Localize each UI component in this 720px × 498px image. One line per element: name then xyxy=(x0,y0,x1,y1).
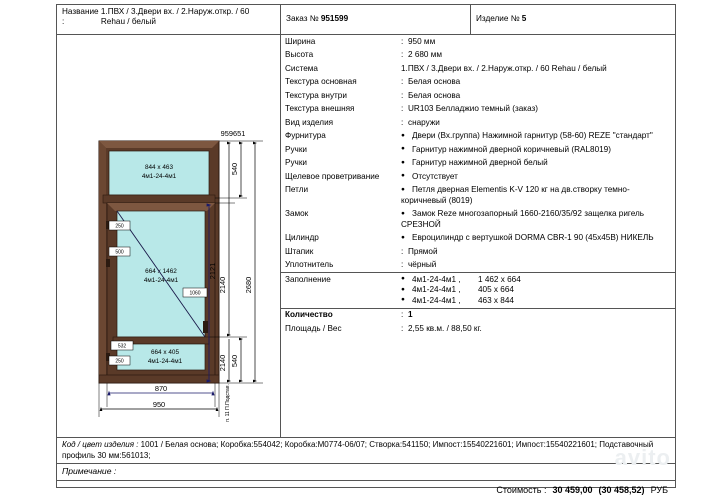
spec-sep: : xyxy=(401,90,404,100)
spec-row-handle-white xyxy=(281,157,675,171)
cost-row xyxy=(57,480,675,498)
drawing-side-note: п. 11 П.Подстав. xyxy=(225,384,231,422)
bullet-icon xyxy=(401,172,412,183)
spec-value xyxy=(397,170,675,184)
codes-row xyxy=(57,437,675,463)
spec-text: 1.ПВХ / 3.Двери вх. / 2.Наруж.откр. / 60 Rehau / белый xyxy=(401,63,607,73)
spec-key: Цилиндр xyxy=(285,233,319,242)
spec-sep: : xyxy=(401,104,404,113)
spec-row-height xyxy=(281,49,675,63)
spec-row-hardware xyxy=(281,130,675,144)
callout-2-value: 1060 xyxy=(189,290,201,297)
spec-row-ventilation xyxy=(281,170,675,184)
spec-text: чёрный xyxy=(408,260,437,269)
bullet-icon xyxy=(401,209,412,220)
panel-2-glass: 4м1-24-4м1 xyxy=(147,358,183,365)
note-label: Примечание : xyxy=(62,466,117,476)
spec-row-view xyxy=(281,116,675,130)
spec-sep: : xyxy=(401,117,404,127)
hdim-870: 870 xyxy=(154,384,168,393)
spec-text: Белая основа xyxy=(408,90,461,100)
spec-row-width xyxy=(281,35,675,49)
spec-row-texture-inside xyxy=(281,89,675,103)
spec-value xyxy=(397,232,675,246)
vdim-540-bottom: 540 xyxy=(230,354,239,368)
quantity-value-cell xyxy=(397,308,675,322)
spec-sep: : xyxy=(401,260,404,269)
spec-value xyxy=(397,259,675,273)
spec-text: Евроцилиндр с вертушкой DORMA CBR-1 90 (45х45В) НИКЕЛЬ xyxy=(412,233,654,242)
area-label: Площадь / Вес xyxy=(285,323,342,333)
header-name-value: 1.ПВХ / 3.Двери вх. / 2.Наруж.откр. / 60 Rehau / белый xyxy=(100,7,250,27)
spec-row-cylinder xyxy=(281,232,675,246)
filling-size: 463 x 844 xyxy=(478,295,514,305)
panel-0-size: 844 x 463 xyxy=(144,164,174,171)
spec-sep: : xyxy=(401,36,404,46)
vdim-540-top: 540 xyxy=(230,162,239,176)
vdim-2121: 2121 xyxy=(208,262,217,280)
cost-value: 30 459,00 xyxy=(552,484,593,495)
spec-value xyxy=(397,103,675,117)
filling-glass: 4м1-24-4м1 , xyxy=(412,274,461,284)
bullet-icon xyxy=(401,145,412,156)
spec-key: Ручки xyxy=(285,144,307,154)
codes-value: 1001 / Белая основа; Коробка:554042; Коробка:M0774-06/07; Створка:541150; Импост:15540221601; Импост:15540221601; Подставочный профиль 30 мм:561013; xyxy=(62,440,654,460)
spec-value xyxy=(397,184,675,208)
callout-532 xyxy=(111,341,133,350)
spec-value xyxy=(397,49,675,63)
spec-text: Белая основа xyxy=(408,77,461,86)
filling-item xyxy=(401,275,671,286)
header-name-label: Название : xyxy=(62,7,99,27)
vdim-2140-lower: 2140 xyxy=(218,354,227,372)
spec-text: Двери (Вх.группа) Нажимной гарнитур (58-60) REZE "стандарт" xyxy=(412,131,653,140)
spec-column xyxy=(281,35,675,437)
technical-drawing xyxy=(57,35,281,437)
spec-row-filling xyxy=(281,273,675,309)
spec-sheet xyxy=(56,4,676,495)
spec-row-seal xyxy=(281,259,675,273)
spec-value xyxy=(397,245,675,259)
callout-250-upper xyxy=(109,221,130,230)
spec-key: Текстура основная xyxy=(285,77,357,86)
spec-text: Петля дверная Elementis K-V 120 кг на дв.створку темно-коричневый (8019) xyxy=(401,185,630,205)
item-label: Изделие № xyxy=(476,14,520,24)
spec-row-system xyxy=(281,62,675,76)
spec-row-texture-outside xyxy=(281,103,675,117)
sheet-header xyxy=(57,5,675,35)
vdim-2140-upper: 2140 xyxy=(218,276,227,294)
filling-item xyxy=(401,285,671,296)
callout-3-value: 532 xyxy=(117,343,127,350)
spec-value xyxy=(397,35,675,49)
panel-1-size: 664 x 1462 xyxy=(145,268,177,275)
sheet-body xyxy=(57,35,675,437)
vdim-2680: 2680 xyxy=(244,276,253,294)
callout-4-value: 250 xyxy=(115,358,124,365)
filling-glass: 4м1-24-4м1 , xyxy=(412,295,461,305)
filling-size: 1 462 x 664 xyxy=(478,274,521,284)
bullet-icon xyxy=(401,275,412,286)
spec-row-handle-brown xyxy=(281,143,675,157)
spec-row-quantity xyxy=(281,308,675,322)
order-label: Заказ № xyxy=(286,14,319,24)
bullet-icon xyxy=(401,296,412,307)
cost-secondary: (30 458,52) xyxy=(598,484,645,495)
note-row xyxy=(57,463,675,480)
spec-value xyxy=(397,62,675,76)
filling-list xyxy=(397,273,675,309)
panel-0-glass: 4м1-24-4м1 xyxy=(141,173,177,180)
header-order-cell xyxy=(281,5,471,34)
spec-sep: : xyxy=(401,77,404,86)
spec-sep: : xyxy=(401,310,404,319)
bullet-icon xyxy=(401,158,412,169)
filling-item xyxy=(401,296,671,307)
drawing-svg xyxy=(57,35,281,437)
spec-key: Текстура внешняя xyxy=(285,104,355,113)
spec-key: Щелевое проветривание xyxy=(285,171,380,181)
spec-key: Уплотнитель xyxy=(285,260,334,269)
spec-row-lock xyxy=(281,208,675,232)
spec-table xyxy=(281,35,675,336)
watermark: avito xyxy=(614,445,671,470)
panel-1-glass: 4м1-24-4м1 xyxy=(143,277,179,284)
bullet-icon xyxy=(401,185,412,196)
filling-label: Заполнение xyxy=(281,273,397,309)
spec-sep: : xyxy=(401,323,404,333)
bullet-icon xyxy=(401,131,412,142)
callout-500 xyxy=(109,247,130,256)
quantity-value: 1 xyxy=(408,310,413,319)
header-name-cell xyxy=(57,5,281,34)
spec-key: Ширина xyxy=(285,36,316,46)
panel-2-size: 664 x 405 xyxy=(150,349,180,356)
spec-value xyxy=(397,116,675,130)
spec-value xyxy=(397,208,675,232)
spec-key: Фурнитура xyxy=(285,131,326,140)
spec-value xyxy=(397,130,675,144)
filling-glass: 4м1-24-4м1 , xyxy=(412,285,461,294)
spec-text: 950 мм xyxy=(408,36,436,46)
callout-1060 xyxy=(183,288,207,297)
spec-key: Штапик xyxy=(285,246,314,256)
area-value-cell xyxy=(397,322,675,336)
spec-text: Гарнитур нажимной дверной белый xyxy=(412,158,548,167)
bullet-icon xyxy=(401,285,412,296)
cost-currency: РУБ xyxy=(650,484,668,495)
spec-value xyxy=(397,89,675,103)
spec-text: Прямой xyxy=(408,246,438,256)
spec-key: Вид изделия xyxy=(285,117,334,127)
spec-key: Замок xyxy=(285,209,309,218)
spec-row-area xyxy=(281,322,675,336)
spec-text: Замок Reze многозапорный 1660-2160/35/92 защелка ригель СРЕЗНОЙ xyxy=(401,209,645,229)
spec-key: Ручки xyxy=(285,158,307,167)
bullet-icon xyxy=(401,233,412,244)
spec-key: Высота xyxy=(285,50,314,59)
spec-text: 2 680 мм xyxy=(408,50,443,59)
top-dimension: 959651 xyxy=(220,129,246,138)
spec-text: Отсутствует xyxy=(412,171,458,181)
spec-key: Петли xyxy=(285,185,309,194)
callout-0-value: 250 xyxy=(115,223,124,230)
spec-value xyxy=(397,143,675,157)
spec-value xyxy=(397,157,675,171)
spec-text: Гарнитур нажимной дверной коричневый (RAL8019) xyxy=(412,144,611,154)
callout-250-lower xyxy=(109,356,130,365)
spec-text: снаружи xyxy=(408,117,440,127)
spec-value xyxy=(397,76,675,90)
drawing-column xyxy=(57,35,281,437)
spec-row-hinges xyxy=(281,184,675,208)
callout-1-value: 500 xyxy=(115,249,124,256)
cost-label: Стоимость : xyxy=(496,484,547,495)
area-value: 2,55 кв.м. / 88,50 кг. xyxy=(408,323,482,333)
order-value: 951599 xyxy=(320,14,349,24)
spec-text: UR103 Белладжио темный (заказ) xyxy=(408,104,539,113)
quantity-label: Количество xyxy=(281,308,397,322)
codes-label: Код / цвет изделия : xyxy=(62,440,139,449)
spec-sep: : xyxy=(401,50,404,59)
spec-sep: : xyxy=(401,246,404,256)
spec-key: Текстура внутри xyxy=(285,90,347,100)
header-item-cell xyxy=(471,5,675,34)
spec-key: Система xyxy=(285,63,318,73)
filling-size: 405 x 664 xyxy=(478,285,514,294)
spec-row-texture-main xyxy=(281,76,675,90)
hdim-950: 950 xyxy=(152,400,166,409)
spec-row-bead xyxy=(281,245,675,259)
item-value: 5 xyxy=(521,14,527,24)
